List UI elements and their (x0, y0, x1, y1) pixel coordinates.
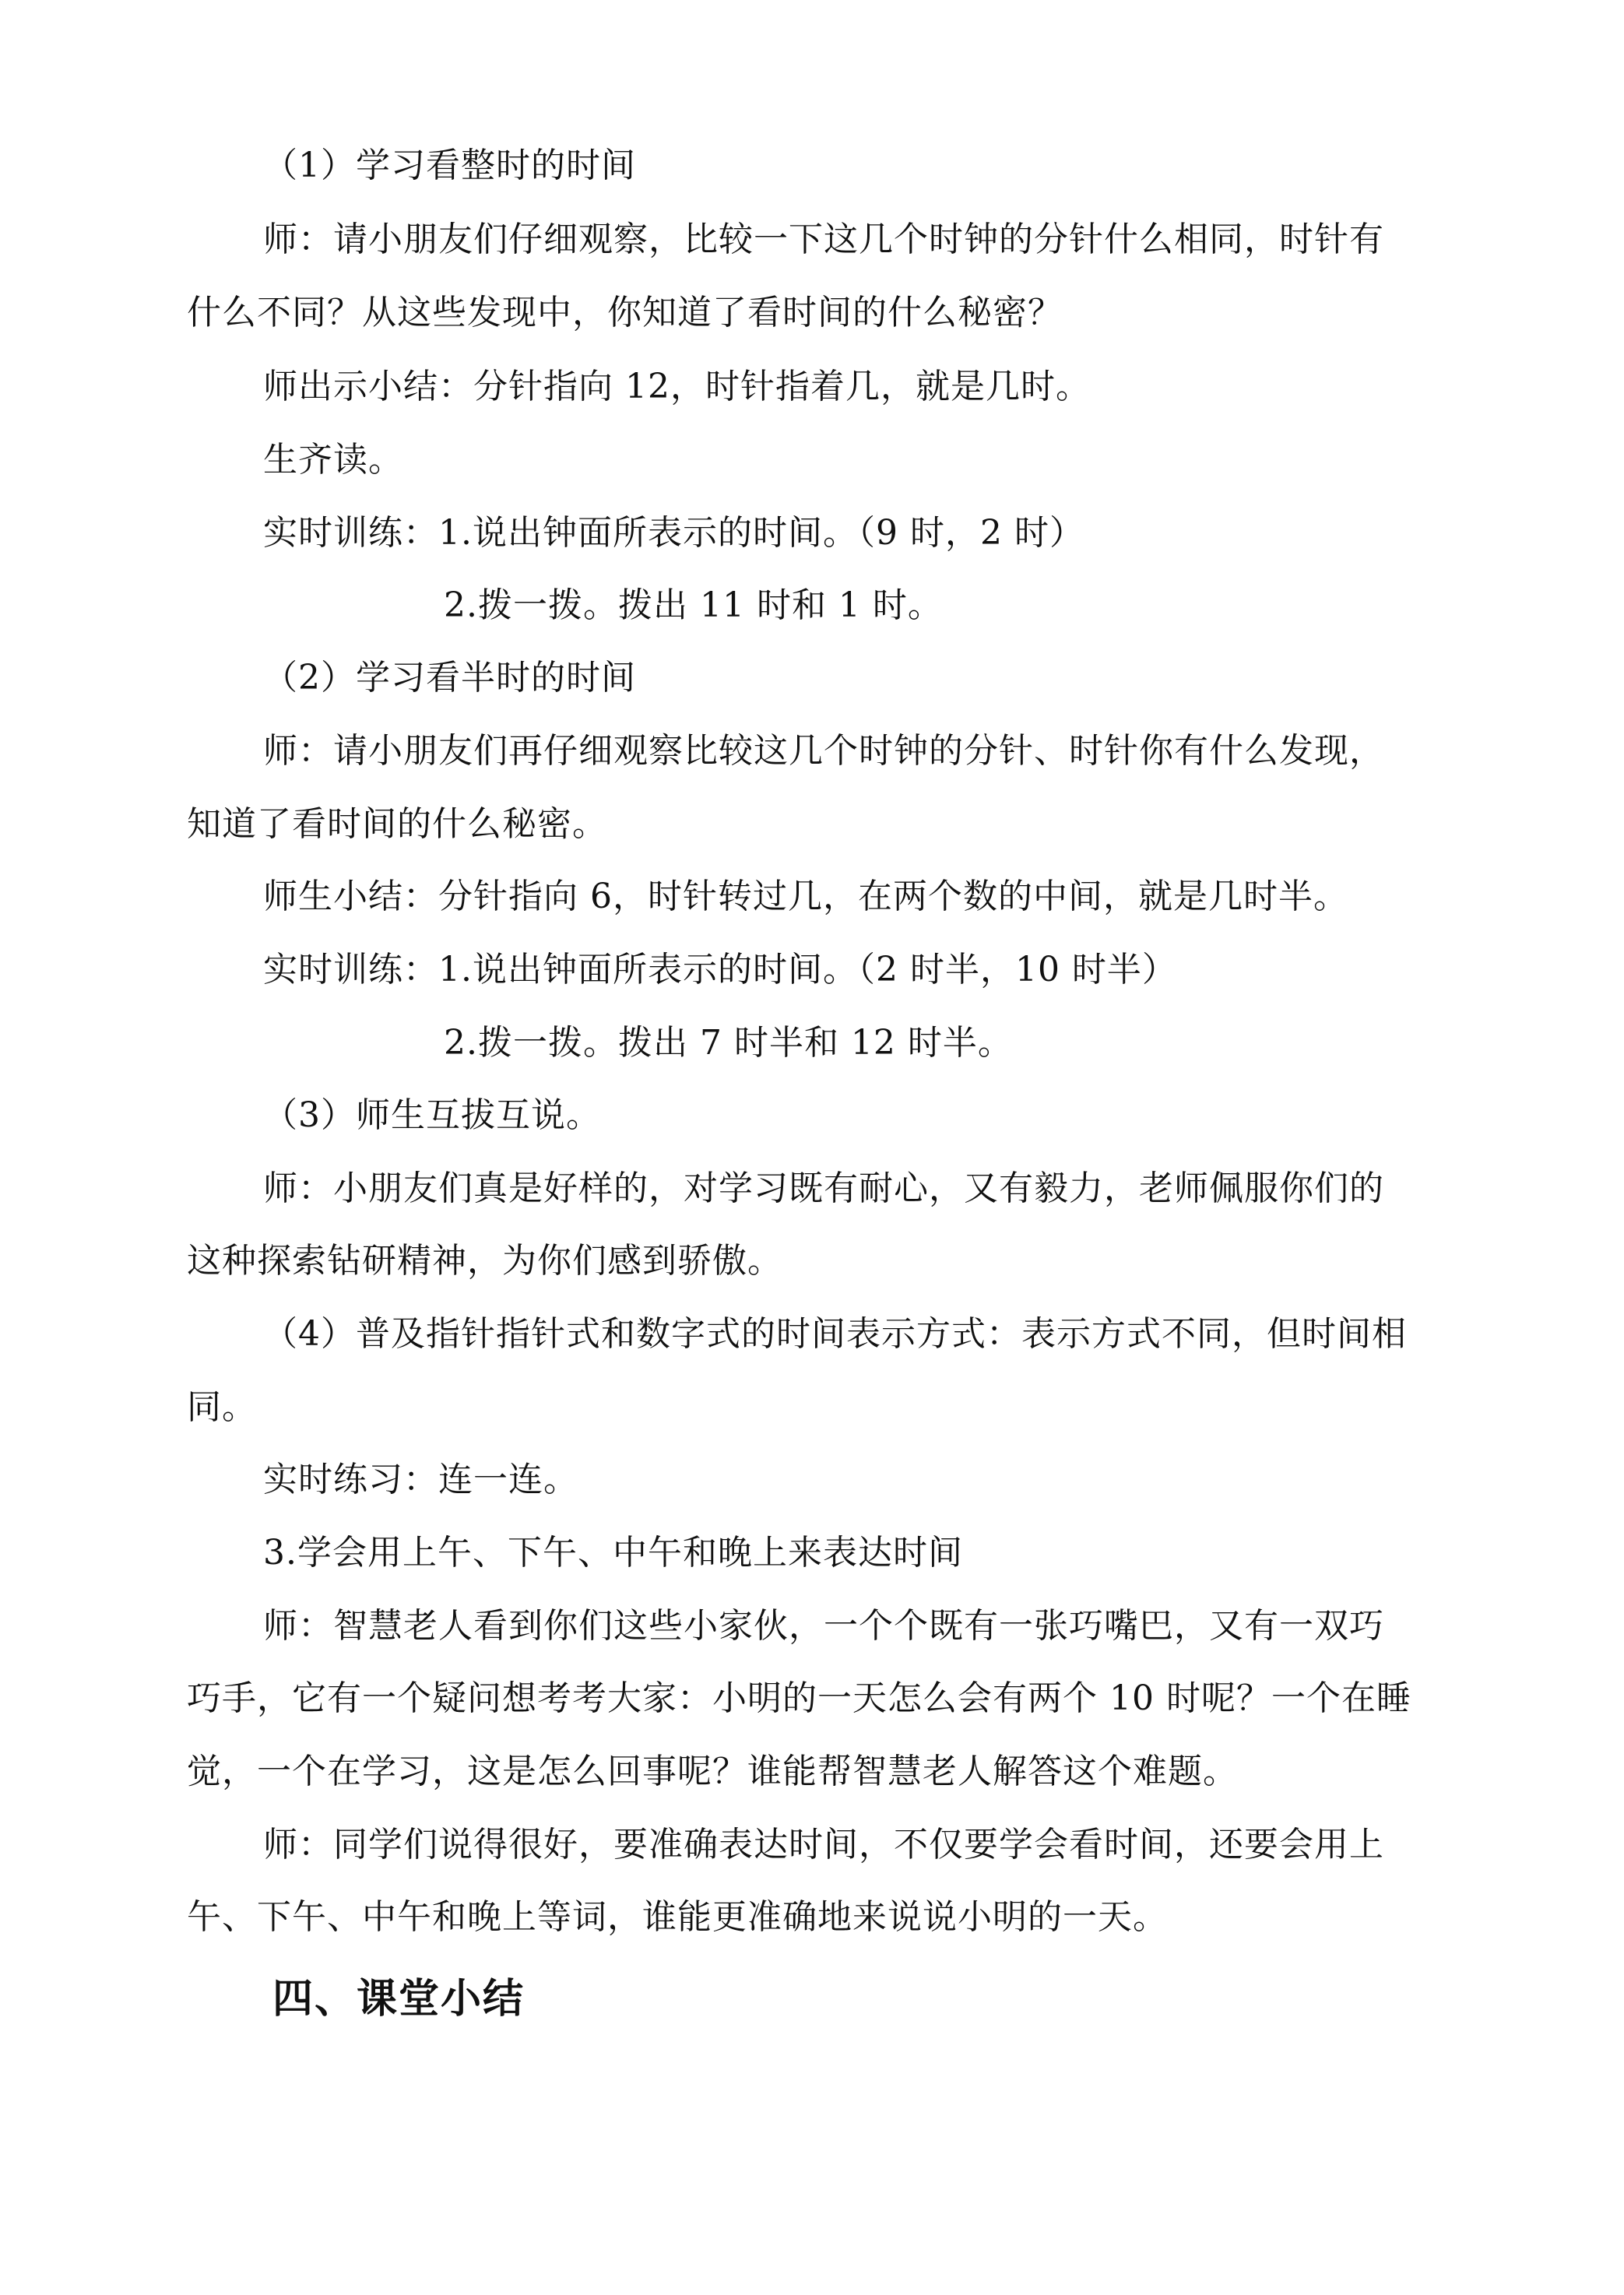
paragraph-line: 师：智慧老人看到你们这些小家伙，一个个既有一张巧嘴巴，又有一双巧 (263, 1606, 1384, 1646)
paragraph-line: 什么不同？从这些发现中，你知道了看时间的什么秘密？ (187, 293, 1063, 332)
paragraph-line: 2.拨一拨。拨出 11 时和 1 时。 (444, 585, 943, 625)
paragraph-line: 知道了看时间的什么秘密。 (187, 804, 607, 844)
paragraph-line: 师：请小朋友们仔细观察，比较一下这几个时钟的分针什么相同，时针有 (263, 220, 1384, 259)
paragraph-line: 觉，一个在学习，这是怎么回事呢？谁能帮智慧老人解答这个难题。 (187, 1752, 1238, 1791)
subsection-title-time-of-day: 3.学会用上午、下午、中午和晚上来表达时间 (263, 1533, 963, 1573)
paragraph-line: 实时训练：1.说出钟面所表示的时间。（2 时半，10 时半） (263, 950, 1177, 989)
paragraph-line: 实时练习：连一连。 (263, 1460, 578, 1499)
paragraph-line: 师出示小结：分针指向 12，时针指着几，就是几时。 (263, 367, 1091, 406)
paragraph-line: 师：请小朋友们再仔细观察比较这几个时钟的分针、时针你有什么发现， (263, 731, 1384, 771)
subsection-title-display-modes: （4）普及指针指针式和数字式的时间表示方式：表示方式不同，但时间相 (263, 1314, 1407, 1354)
paragraph-line: 同。 (187, 1387, 257, 1427)
paragraph-line: 师：小朋友们真是好样的，对学习既有耐心，又有毅力，老师佩服你们的 (263, 1169, 1384, 1208)
subsection-title-half-hour: （2）学习看半时的时间 (263, 658, 636, 698)
paragraph-line: 师生小结：分针指向 6，时针转过几，在两个数的中间，就是几时半。 (263, 877, 1348, 916)
paragraph-line: 生齐读。 (263, 440, 403, 480)
paragraph-line: 这种探索钻研精神，为你们感到骄傲。 (187, 1241, 782, 1281)
subsection-title-interaction: （3）师生互拔互说。 (263, 1095, 601, 1135)
paragraph-line: 实时训练：1.说出钟面所表示的时间。（9 时，2 时） (263, 513, 1084, 553)
paragraph-line: 2.拨一拨。拨出 7 时半和 12 时半。 (444, 1023, 1013, 1063)
paragraph-line: 师：同学们说得很好，要准确表达时间，不仅要学会看时间，还要会用上 (263, 1825, 1384, 1864)
paragraph-line: 午、下午、中午和晚上等词，谁能更准确地来说说小明的一天。 (187, 1897, 1168, 1937)
paragraph-line: 巧手，它有一个疑问想考考大家：小明的一天怎么会有两个 10 时呢？一个在睡 (187, 1678, 1411, 1718)
subsection-title-whole-hour: （1）学习看整时的时间 (263, 146, 636, 185)
section-heading: 四、课堂小结 (272, 1976, 526, 2023)
